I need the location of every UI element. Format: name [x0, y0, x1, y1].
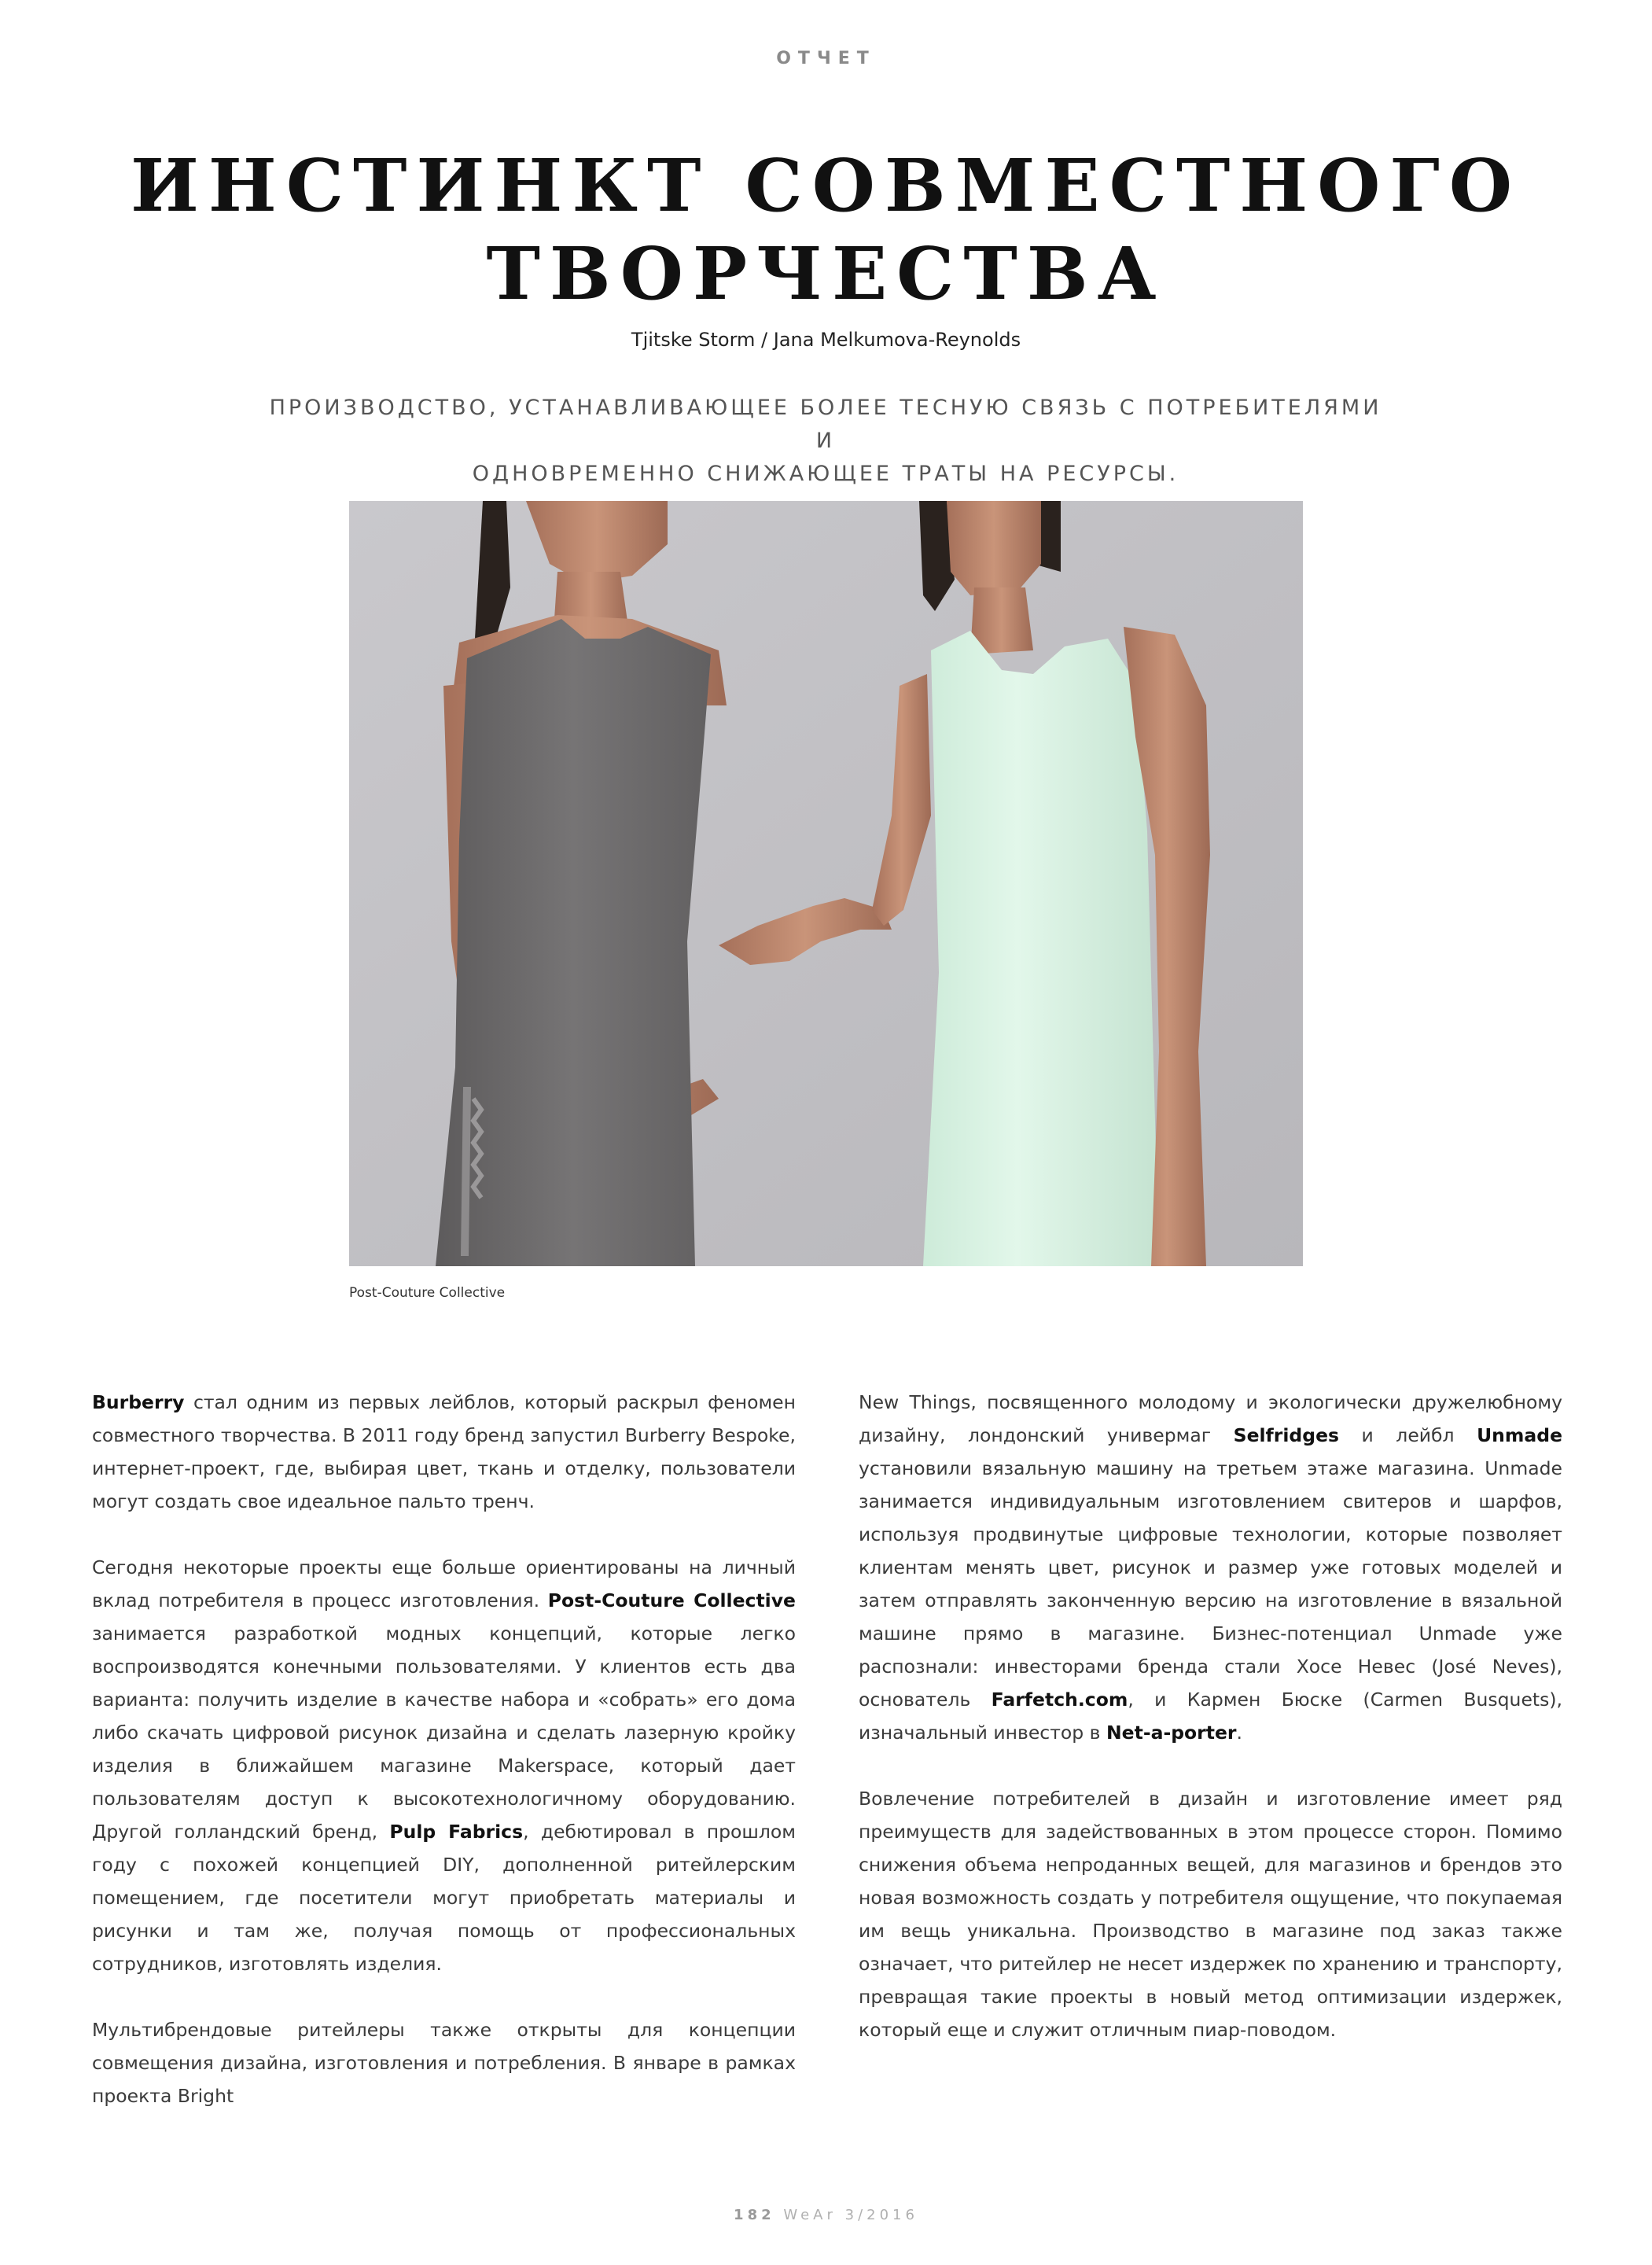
article-column-right — [859, 1386, 1562, 2079]
headline-line-1: ИНСТИНКТ СОВМЕСТНОГО — [130, 143, 1522, 228]
page-number: 182 — [734, 2207, 775, 2223]
article-column-left — [92, 1386, 796, 2145]
photo-caption: Post-Couture Collective — [349, 1285, 506, 1301]
mint-dress — [923, 631, 1159, 1266]
article-lead — [267, 392, 1384, 491]
brand-burberry: Burberry — [92, 1391, 185, 1413]
brand-net-a-porter: Net-a-porter — [1106, 1722, 1237, 1744]
brand-selfridges: Selfridges — [1233, 1424, 1339, 1446]
section-label: ОТЧЕТ — [776, 49, 876, 68]
paragraph-1: Burberry стал одним из первых лейблов, который раскрыл феномен совместного творчества. В 2011 году бренд запустил Burberry Bespoke, интернет-проект, где, выбирая цвет, ткань и отделку, пользователи могут создать свое идеальное пальто тренч. — [92, 1391, 796, 1512]
article-photo — [349, 501, 1303, 1266]
lead-line-2: ОДНОВРЕМЕННО СНИЖАЮЩЕЕ ТРАТЫ НА РЕСУРСЫ. — [472, 462, 1179, 486]
magazine-issue: WeAr 3/2016 — [783, 2207, 918, 2223]
brand-unmade: Unmade — [1477, 1424, 1563, 1446]
article-authors: Tjitske Storm / Jana Melkumova-Reynolds — [631, 329, 1021, 351]
paragraph-5: Вовлечение потребителей в дизайн и изготовление имеет ряд преимуществ для задействованных в этом процессе сторон. Помимо снижения объема непроданных вещей, для магазинов и брендов это новая возможность создать у потребителя ощущение, что покупаемая им вещь уникальна. Производство в магазине под заказ также означает, что ритейлер не несет издержек по хранению и транспорту, превращая такие проекты в новый метод оптимизации издержек, который еще и служит отличным пиар-поводом. — [859, 1788, 1562, 2041]
paragraph-4: New Things, посвященного молодому и экологически дружелюбному дизайну, лондонский универмаг Selfridges и лейбл Unmade установили вязальную машину на третьем этаже магазина. Unmade занимается индивидуальным изготовлением свитеров и шарфов, используя продвинутые цифровые технологии, которые позволяет клиентам менять цвет, рисунок и размер уже готовых моделей и затем отправлять законченную версию на изготовление в вязальной машине прямо в магазине. Бизнес-потенциал Unmade уже распознали: инвесторами бренда стали Хосе Невес (José Neves), основатель Farfetch.com, и Кармен Бюске (Carmen Busquets), изначальный инвестор в Net-a-porter. — [859, 1391, 1563, 1744]
article-headline — [0, 142, 1652, 318]
lead-line-1: ПРОИЗВОДСТВО, УСТАНАВЛИВАЮЩЕЕ БОЛЕЕ ТЕСНУЮ СВЯЗЬ С ПОТРЕБИТЕЛЯМИ И — [269, 396, 1382, 453]
brand-pulp-fabrics: Pulp Fabrics — [389, 1821, 524, 1843]
paragraph-3: Мультибрендовые ритейлеры также открыты для концепции совмещения дизайна, изготовления и потребления. В январе в рамках проекта Bright — [92, 2019, 796, 2107]
headline-line-2: ТВОРЧЕСТВА — [486, 231, 1166, 316]
brand-farfetch: Farfetch.com — [991, 1689, 1128, 1711]
page-folio — [0, 2207, 1652, 2223]
brand-post-couture: Post-Couture Collective — [547, 1589, 796, 1611]
paragraph-2: Сегодня некоторые проекты еще больше ориентированы на личный вклад потребителя в процесс изготовления. Post-Couture Collective занимается разработкой модных концепций, которые легко воспроизводятся конечными пользователями. У клиентов есть два варианта: получить изделие в качестве набора и «собрать» его дома либо скачать цифровой рисунок дизайна и сделать лазерную кройку изделия в ближайшем магазине Makerspace, который дает пользователям доступ к высокотехнологичному оборудованию. Другой голландский бренд, Pulp Fabrics, дебютировал в прошлом году с похожей концепцией DIY, дополненной ритейлерским помещением, где посетители могут приобретать материалы и рисунки и там же, получая помощь от профессиональных сотрудников, изготовлять изделия. — [92, 1556, 796, 1975]
